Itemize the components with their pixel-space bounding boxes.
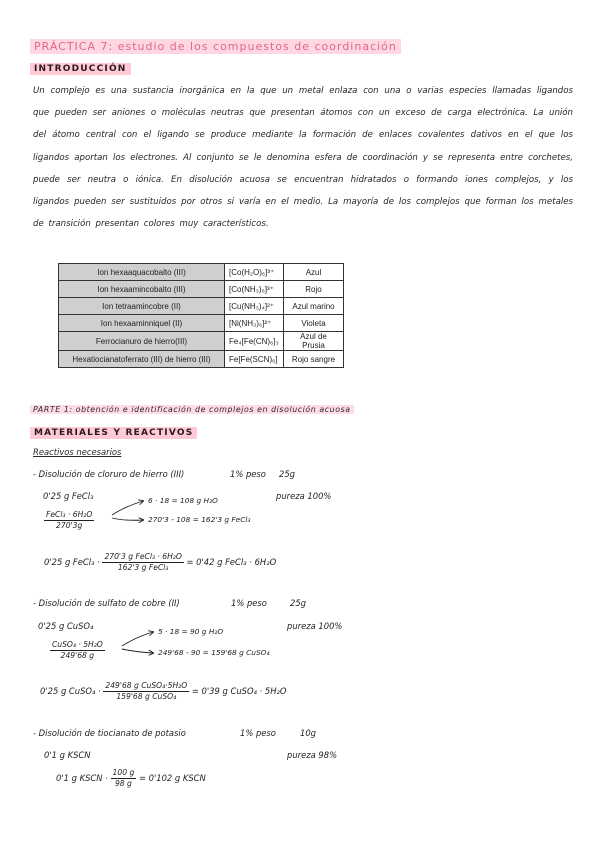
reagent-2-branch-water: 5 · 18 = 90 g H₂O <box>158 627 224 636</box>
reagent-2-hydrate-formula: CuSO₄ · 5H₂O <box>52 640 103 649</box>
materials-heading: MATERIALES Y REACTIVOS <box>30 427 197 439</box>
reagent-2-concentration: 1% peso <box>231 598 267 608</box>
reagent-3-calc-result: = 0'102 g KSCN <box>138 773 206 783</box>
reagent-3-purity: pureza 98% <box>287 750 338 760</box>
reagent-2-mass: 0'25 g CuSO₄ <box>38 621 94 631</box>
complex-formula: [Ni(NH₃)₆]²⁺ <box>225 315 284 332</box>
reagent-1-calc-denominator: 162'3 g FeCl₃ <box>117 563 169 572</box>
reagent-1-amount: 25g <box>279 469 295 479</box>
arrow-salt-1 <box>112 518 143 520</box>
intro-paragraph: Un complejo es una sustancia inorgánica en la que un metal enlaza con una o varias especies llamadas ligandos que pueden ser aniones o moléculas neutras que presentan átomos con un exceso de carga electrónica. La unión del átomo central con el ligando se produce mediante la formación de enlaces covalentes dativos en el que los ligandos aportan los electrones. Al conjunto se le denomina esfera de coordinación y se representa entre corchetes, puede ser neutra o iónica. En disolución acuosa se encuentran hidratados o formando iones complejos, y los ligandos pueden ser sustituidos por otros si varía en el medio. La mayoría de los complejos que forman los metales de transición presentan colores muy característicos. <box>33 86 573 230</box>
reagent-3-mass: 0'1 g KSCN <box>44 750 91 760</box>
reagent-2-purity: pureza 100% <box>287 621 343 631</box>
reagent-2-amount: 25g <box>290 598 306 608</box>
reagent-3-concentration: 1% peso <box>240 728 276 738</box>
complex-formula: Fe₄[Fe(CN)₆]₃ <box>225 332 284 351</box>
complex-formula: [Co(NH₃)₆]³⁺ <box>225 281 284 298</box>
reagents-subheading: Reactivos necesarios <box>33 447 122 457</box>
reagent-1-calc-result: = 0'42 g FeCl₃ · 6H₂O <box>186 557 277 567</box>
reagent-2-calc-denominator: 159'68 g CuSO₄ <box>116 692 177 701</box>
reagent-1-calc-start: 0'25 g FeCl₃ · <box>44 557 100 567</box>
reagent-2-item: - Disolución de sulfato de cobre (II) <box>33 598 180 608</box>
reagent-2-branch-salt: 249'68 - 90 = 159'68 g CuSO₄ <box>158 648 270 657</box>
complex-name: Ion hexaamincobalto (III) <box>59 281 225 298</box>
complex-name: Ion tetraamincobre (II) <box>59 298 225 315</box>
complex-color: Violeta <box>284 315 344 332</box>
reagent-1-item: - Disolución de cloruro de hierro (III) <box>33 469 185 479</box>
page-title: PRÁCTICA 7: estudio de los compuestos de coordinación <box>30 39 401 54</box>
reagent-3-calc-denominator: 98 g <box>114 779 132 788</box>
arrow-water-1 <box>112 501 143 515</box>
part1-heading: PARTE 1: obtención e identificación de complejos en disolución acuosa <box>30 405 354 414</box>
complex-color: Rojo sangre <box>284 351 344 368</box>
reagent-2-calc-numerator: 249'68 g CuSO₄·5H₂O <box>105 681 188 690</box>
reagent-1-hydrate-mass: 270'3g <box>56 521 83 530</box>
complex-name: Ferrocianuro de hierro(III) <box>59 332 225 351</box>
reagent-1-hydrate-formula: FeCl₃ · 6H₂O <box>46 510 93 519</box>
reagent-1-purity: pureza 100% <box>276 491 332 501</box>
reagent-1-branch-salt: 270'3 - 108 = 162'3 g FeCl₃ <box>148 515 251 524</box>
reagent-1-branch-water: 6 · 18 = 108 g H₂O <box>148 496 218 505</box>
reagent-2-hydrate-mass: 249'68 g <box>60 651 95 660</box>
reagent-2-calc-result: = 0'39 g CuSO₄ · 5H₂O <box>191 686 287 696</box>
arrow-salt-2 <box>122 649 153 653</box>
arrow-water-2 <box>122 632 153 646</box>
reagent-3-item: - Disolución de tiocianato de potasio <box>33 728 186 738</box>
complex-formula: [Co(H₂O)₆]³⁺ <box>225 264 284 281</box>
complex-formula: Fe[Fe(SCN)₆] <box>225 351 284 368</box>
reagent-3-amount: 10g <box>300 728 316 738</box>
reagent-1-mass: 0'25 g FeCl₃ <box>43 491 94 501</box>
intro-heading: INTRODUCCIÓN <box>30 63 131 75</box>
complex-name: Hexatiocianatoferrato (III) de hierro (III) <box>59 351 225 368</box>
reagent-1-concentration: 1% peso <box>230 469 266 479</box>
complex-color: Azul de Prusia <box>284 332 344 351</box>
reagent-3-calc-start: 0'1 g KSCN · <box>56 773 108 783</box>
complex-formula: [Cu(NH₃)₄]²⁺ <box>225 298 284 315</box>
complex-name: Ion hexaaquacobalto (III) <box>59 264 225 281</box>
complex-color: Azul <box>284 264 344 281</box>
complex-color: Azul marino <box>284 298 344 315</box>
reagent-2-calc-start: 0'25 g CuSO₄ · <box>40 686 101 696</box>
reagent-1-calc-numerator: 270'3 g FeCl₃ · 6H₂O <box>104 552 182 561</box>
reagent-3-calc-numerator: 100 g <box>112 768 135 777</box>
complex-color: Rojo <box>284 281 344 298</box>
complex-name: Ion hexaaminniquel (II) <box>59 315 225 332</box>
